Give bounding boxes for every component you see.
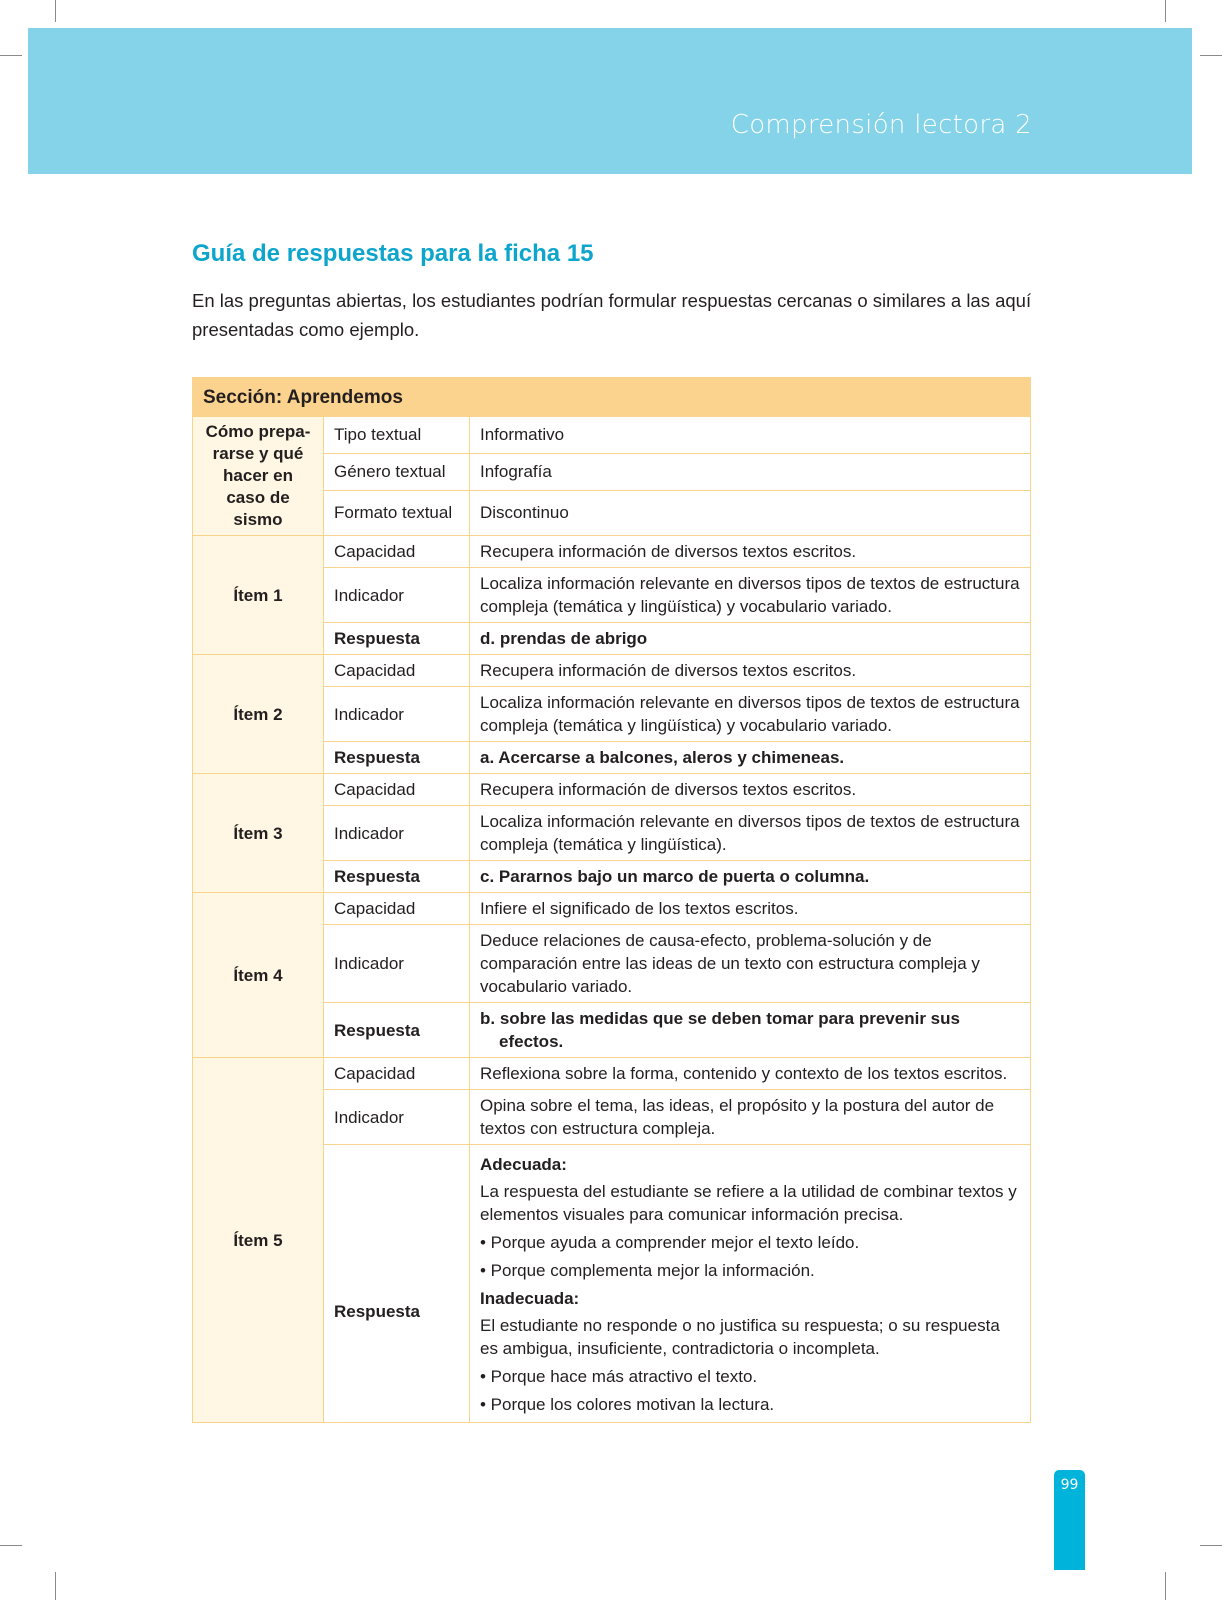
row-label: Indicador (324, 568, 470, 623)
row-label: Tipo textual (324, 417, 470, 454)
crop-mark-top-left-v (55, 0, 56, 22)
answer-value: b. sobre las medidas que se deben tomar para prevenir sus efectos. (480, 1009, 960, 1051)
answer-value: c. Pararnos bajo un marco de puerta o columna. (470, 861, 1031, 893)
section-title: Sección: Aprendemos (193, 378, 1031, 417)
item-label: Ítem 1 (193, 536, 324, 655)
inadequate-bullet: • Porque hace más atractivo el texto. (480, 1367, 758, 1386)
row-label: Capacidad (324, 893, 470, 925)
crop-mark-top-left-h (0, 55, 22, 56)
row-label: Respuesta (324, 742, 470, 774)
header-title: Comprensión lectora 2 (730, 110, 1032, 140)
row-label: Indicador (324, 925, 470, 1003)
adequate-bullet: • Porque complementa mejor la información. (480, 1261, 815, 1280)
row-value: Infografía (470, 453, 1031, 490)
row-value: Infiere el significado de los textos escritos. (470, 893, 1031, 925)
row-value: Opina sobre el tema, las ideas, el propósito y la postura del autor de textos con estructura compleja. (470, 1090, 1031, 1145)
inadequate-text: El estudiante no responde o no justifica su respuesta; o su respuesta es ambigua, insuficiente, contradictoria o incompleta. (480, 1316, 1000, 1358)
crop-mark-top-right-v (1165, 0, 1166, 22)
row-value: Deduce relaciones de causa-efecto, problema-solución y de comparación entre las ideas de un texto con estructura compleja y vocabulario variado. (470, 925, 1031, 1003)
inadequate-title: Inadecuada: (480, 1289, 580, 1308)
crop-mark-top-right-h (1200, 55, 1222, 56)
crop-mark-bottom-right-h (1200, 1545, 1222, 1546)
row-label: Indicador (324, 687, 470, 742)
item-label: Ítem 2 (193, 655, 324, 774)
row-label: Respuesta (324, 1145, 470, 1423)
intro-paragraph: En las preguntas abiertas, los estudiantes podrían formular respuestas cercanas o similares a las aquí presentadas como ejemplo. (192, 290, 1032, 340)
row-label: Respuesta (324, 1003, 470, 1058)
item-label: Ítem 5 (193, 1058, 324, 1423)
page-heading: Guía de respuestas para la ficha 15 (192, 240, 594, 267)
open-answer-cell (470, 1145, 1031, 1423)
row-label: Capacidad (324, 655, 470, 687)
row-value: Reflexiona sobre la forma, contenido y contexto de los textos escritos. (470, 1058, 1031, 1090)
header-band (28, 28, 1192, 174)
row-label: Indicador (324, 806, 470, 861)
adequate-text: La respuesta del estudiante se refiere a la utilidad de combinar textos y elementos visuales para comunicar información precisa. (480, 1182, 1017, 1224)
item-label: Ítem 3 (193, 774, 324, 893)
table-row (193, 417, 1031, 454)
answer-value: d. prendas de abrigo (470, 623, 1031, 655)
answer-value: a. Acercarse a balcones, aleros y chimeneas. (470, 742, 1031, 774)
item-label: Ítem 4 (193, 893, 324, 1058)
row-label: Capacidad (324, 774, 470, 806)
answer-guide-table (192, 377, 1031, 1423)
adequate-bullet: • Porque ayuda a comprender mejor el texto leído. (480, 1233, 860, 1252)
row-value: Localiza información relevante en diversos tipos de textos de estructura compleja (temática y lingüística) y vocabulario variado. (470, 568, 1031, 623)
table-row (193, 536, 1031, 568)
row-label: Indicador (324, 1090, 470, 1145)
row-value: Recupera información de diversos textos escritos. (470, 536, 1031, 568)
table-row (193, 893, 1031, 925)
crop-mark-bottom-left-h (0, 1545, 22, 1546)
text-title-cell: Cómo prepa-rarse y qué hacer en caso de sismo (193, 417, 324, 536)
section-header-row (193, 378, 1031, 417)
table-row (193, 774, 1031, 806)
row-label: Respuesta (324, 623, 470, 655)
row-value: Discontinuo (470, 490, 1031, 535)
row-label: Formato textual (324, 490, 470, 535)
row-value: Recupera información de diversos textos escritos. (470, 655, 1031, 687)
table-row (193, 1058, 1031, 1090)
row-value: Localiza información relevante en diversos tipos de textos de estructura compleja (temática y lingüística). (470, 806, 1031, 861)
inadequate-bullet: • Porque los colores motivan la lectura. (480, 1395, 775, 1414)
row-value: Localiza información relevante en diversos tipos de textos de estructura compleja (temática y lingüística) y vocabulario variado. (470, 687, 1031, 742)
crop-mark-bottom-right-v (1165, 1572, 1166, 1600)
row-label: Género textual (324, 453, 470, 490)
row-label: Capacidad (324, 1058, 470, 1090)
row-value: Informativo (470, 417, 1031, 454)
crop-mark-bottom-left-v (55, 1572, 56, 1600)
table-row (193, 655, 1031, 687)
adequate-title: Adecuada: (480, 1155, 567, 1174)
page-number: 99 (1060, 1477, 1079, 1493)
row-value: Recupera información de diversos textos escritos. (470, 774, 1031, 806)
row-label: Respuesta (324, 861, 470, 893)
row-label: Capacidad (324, 536, 470, 568)
answer-value-cell (470, 1003, 1031, 1058)
